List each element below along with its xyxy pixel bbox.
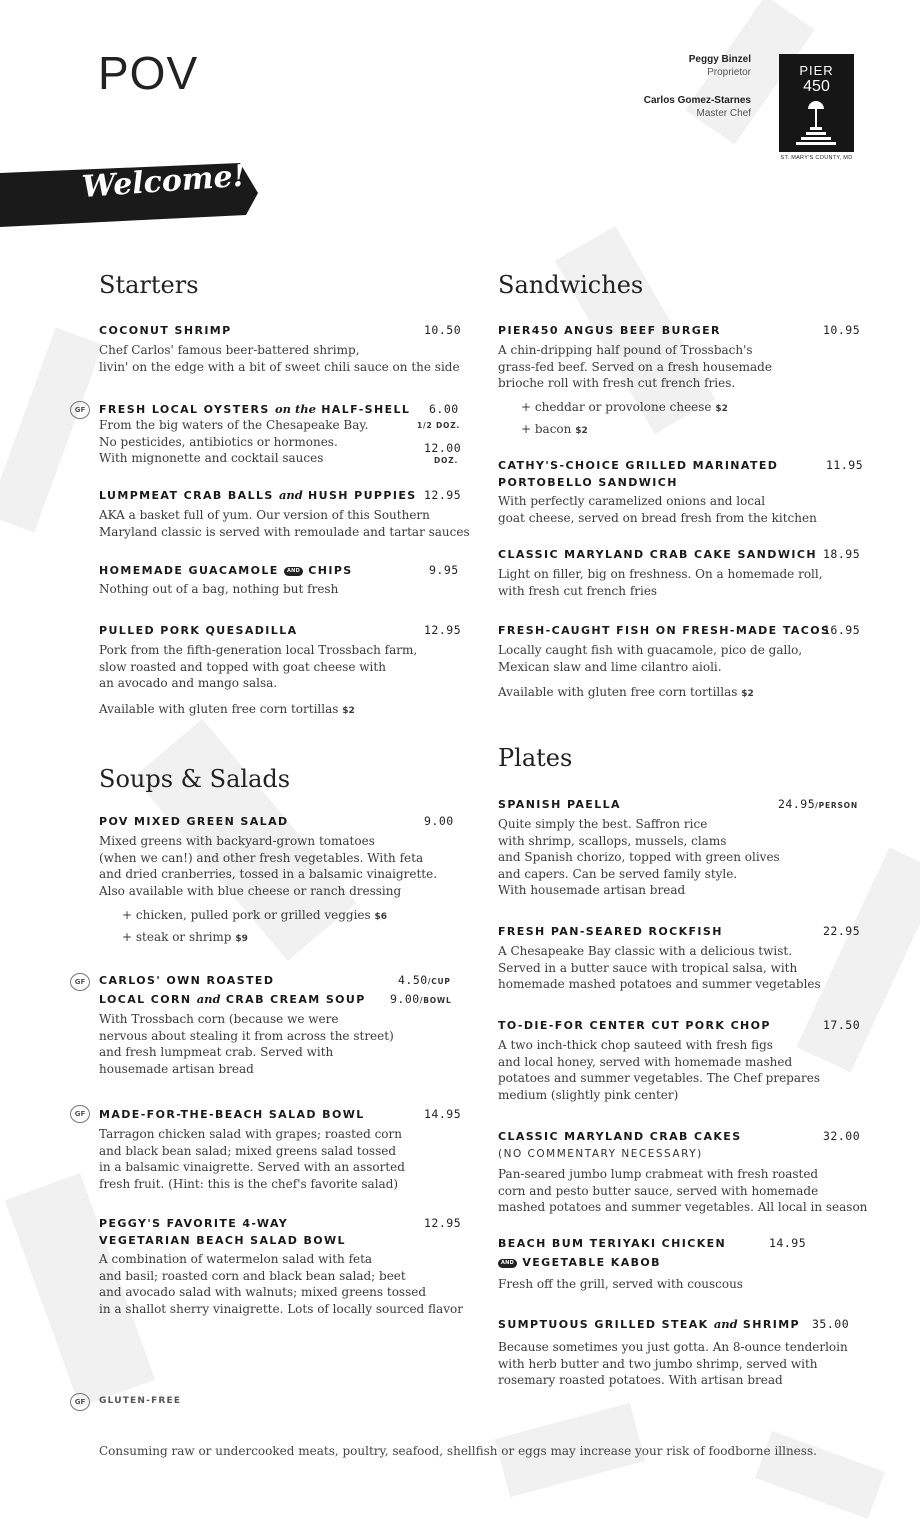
foodborne-illness-disclaimer: Consuming raw or undercooked meats, poultry, seafood, shellfish or eggs may increase your risk of foodborne illness. (99, 1444, 817, 1458)
green-salad-desc: Mixed greens with backyard-grown tomatoes (when we can!) and other fresh vegetables. With feta and dried cranberries, tossed in a balsamic vinaigrette. Also available with blue cheese or ranch dressing (99, 834, 438, 898)
peggy-salad-name-line1: PEGGY'S FAVORITE 4-WAY (99, 1217, 289, 1230)
portobello-name-line2: PORTOBELLO SANDWICH (498, 476, 678, 489)
teriyaki-name-line2: AND VEGETABLE KABOB (498, 1254, 661, 1271)
quesadilla-desc: Pork from the fifth-generation local Trossbach farm, slow roasted and topped with goat cheese with an avocado and mango salsa. (99, 643, 418, 690)
corn-soup-name-line1: CARLOS' OWN ROASTED (99, 974, 275, 987)
fish-tacos-price: 16.95 (823, 623, 861, 637)
oysters-unit-dozen: DOZ. (434, 456, 459, 465)
peggy-salad-name-line2: VEGETARIAN BEACH SALAD BOWL (99, 1234, 346, 1247)
steak-shrimp-price: 35.00 (812, 1317, 850, 1331)
logo-subtitle: ST. MARY'S COUNTY, MD (780, 155, 853, 161)
portobello-desc: With perfectly caramelized onions and local goat cheese, served on bread fresh from the kitchen (498, 494, 817, 525)
green-salad-name: POV MIXED GREEN SALAD (99, 815, 289, 828)
oysters-name: FRESH LOCAL OYSTERS on the HALF-SHELL (99, 402, 411, 416)
steak-shrimp-desc: Because sometimes you just gotta. An 8-ounce tenderloin with herb butter and two jumbo shrimp, served with rosemary roasted potatoes. With artisan bread (498, 1340, 848, 1387)
oysters-desc: From the big waters of the Chesapeake Bay. No pesticides, antibiotics or hormones. With mignonette and cocktail sauces (99, 418, 369, 465)
guacamole-desc: Nothing out of a bag, nothing but fresh (99, 582, 339, 596)
sandwiches-title: Sandwiches (498, 271, 644, 299)
crab-balls-price: 12.95 (424, 488, 462, 502)
pork-chop-name: TO-DIE-FOR CENTER CUT PORK CHOP (498, 1019, 771, 1032)
chef-role: Master Chef (696, 108, 751, 119)
rockfish-price: 22.95 (823, 924, 861, 938)
welcome-text: Welcome! (80, 158, 247, 205)
coconut-shrimp-price: 10.50 (424, 323, 462, 337)
bg-brush-shape (0, 327, 103, 532)
pier450-logo (779, 54, 854, 152)
oysters-price-half: 6.00 (429, 402, 459, 416)
coconut-shrimp-name: COCONUT SHRIMP (99, 324, 232, 337)
fish-tacos-gf-note: Available with gluten free corn tortillas $2 (498, 685, 754, 699)
pork-chop-desc: A two inch-thick chop sauteed with fresh figs and local honey, served with homemade mashed potatoes and summer vegetables. The Chef prepares medium (slightly pink center) (498, 1038, 820, 1102)
teriyaki-name-line1: BEACH BUM TERIYAKI CHICKEN (498, 1237, 727, 1250)
teriyaki-price: 14.95 (769, 1236, 807, 1250)
gluten-free-badge: GF (70, 401, 90, 419)
crab-cake-sandwich-price: 18.95 (823, 547, 861, 561)
teriyaki-desc: Fresh off the grill, served with couscous (498, 1277, 743, 1291)
proprietor-role: Proprietor (707, 67, 751, 78)
corn-soup-price-cup: 4.50/CUP (398, 973, 451, 987)
paella-name: SPANISH PAELLA (498, 798, 621, 811)
chef-block (644, 94, 751, 120)
gluten-free-legend-label: GLUTEN-FREE (99, 1396, 182, 1406)
gluten-free-badge: GF (70, 973, 90, 991)
soups-title: Soups & Salads (99, 765, 291, 793)
oysters-unit-half: 1/2 DOZ. (417, 421, 461, 430)
crab-cake-sandwich-name: CLASSIC MARYLAND CRAB CAKE SANDWICH (498, 548, 817, 561)
crab-cakes-price: 32.00 (823, 1129, 861, 1143)
pork-chop-price: 17.50 (823, 1018, 861, 1032)
chef-name: Carlos Gomez-Starnes (643, 95, 751, 106)
rockfish-name: FRESH PAN-SEARED ROCKFISH (498, 925, 723, 938)
green-salad-price: 9.00 (424, 814, 454, 828)
plates-title: Plates (498, 744, 573, 772)
crab-cakes-desc: Pan-seared jumbo lump crabmeat with fresh roasted corn and pesto butter sauce, served with homemade mashed potatoes and summer vegetables. All local in season (498, 1167, 868, 1214)
starters-title: Starters (99, 271, 199, 299)
corn-soup-name-line2: LOCAL CORN and CRAB CREAM SOUP (99, 992, 366, 1006)
crab-balls-desc: AKA a basket full of yum. Our version of this Southern Maryland classic is served with remoulade and tartar sauces (99, 508, 470, 539)
green-salad-addons: + chicken, pulled pork or grilled veggies $6 + steak or shrimp $9 (122, 908, 388, 944)
steak-shrimp-name: SUMPTUOUS GRILLED STEAK and SHRIMP (498, 1317, 801, 1331)
corn-soup-desc: With Trossbach corn (because we were nervous about stealing it from across the street) and fresh lumpmeat crab. Served with housemade artisan bread (99, 1012, 394, 1076)
proprietor-block (689, 53, 751, 79)
paella-desc: Quite simply the best. Saffron rice with shrimp, scallops, mussels, clams and Spanish chorizo, topped with green olives and capers. Can be served family style. With housemade artisan bread (498, 817, 780, 897)
rockfish-desc: A Chesapeake Bay classic with a delicious twist. Served in a butter sauce with tropical salsa, with homemade mashed potatoes and summer vegetables (498, 944, 821, 991)
fish-tacos-name: FRESH-CAUGHT FISH ON FRESH-MADE TACOS (498, 624, 831, 637)
crab-cake-sandwich-desc: Light on filler, big on freshness. On a homemade roll, with fresh cut french fries (498, 567, 823, 598)
logo-line2: 450 (803, 78, 830, 95)
peggy-salad-desc: A combination of watermelon salad with feta and basil; roasted corn and black bean salad; beet and avocado salad with walnuts; mixed greens tossed in a shallot sherry vinaigrette. Lots of locally sourced flavor (99, 1252, 463, 1316)
guacamole-price: 9.95 (429, 563, 459, 577)
pier-steps-icon (779, 95, 854, 155)
portobello-name-line1: CATHY'S-CHOICE GRILLED MARINATED (498, 459, 779, 472)
corn-soup-price-bowl: 9.00/BOWL (390, 992, 452, 1006)
beach-salad-desc: Tarragon chicken salad with grapes; roasted corn and black bean salad; mixed greens salad tossed in a balsamic vinaigrette. Served with an assorted fresh fruit. (Hint: this is the chef's favorite salad) (99, 1127, 405, 1191)
proprietor-name: Peggy Binzel (688, 54, 751, 65)
beach-salad-name: MADE-FOR-THE-BEACH SALAD BOWL (99, 1108, 365, 1121)
quesadilla-gf-note: Available with gluten free corn tortillas $2 (99, 702, 355, 716)
peggy-salad-price: 12.95 (424, 1216, 462, 1230)
portobello-price: 11.95 (826, 458, 864, 472)
quesadilla-name: PULLED PORK QUESADILLA (99, 624, 298, 637)
crab-cakes-subtitle: (NO COMMENTARY NECESSARY) (498, 1148, 703, 1160)
quesadilla-price: 12.95 (424, 623, 462, 637)
paella-price: 24.95/PERSON (778, 797, 858, 811)
burger-name: PIER450 ANGUS BEEF BURGER (498, 324, 721, 337)
coconut-shrimp-desc: Chef Carlos' famous beer-battered shrimp, livin' on the edge with a bit of sweet chili sauce on the side (99, 343, 460, 374)
fish-tacos-desc: Locally caught fish with guacamole, pico de gallo, Mexican slaw and lime cilantro aioli. (498, 643, 803, 674)
logo-line1: PIER (799, 63, 834, 78)
oysters-price-dozen: 12.00 (424, 441, 462, 455)
gluten-free-badge: GF (70, 1105, 90, 1123)
crab-cakes-name: CLASSIC MARYLAND CRAB CAKES (498, 1130, 742, 1143)
brand-title: POV (98, 47, 199, 99)
burger-desc: A chin-dripping half pound of Trossbach's grass-fed beef. Served on a fresh housemade brioche roll with fresh cut french fries. (498, 343, 772, 390)
guacamole-name: HOMEMADE GUACAMOLE AND CHIPS (99, 564, 353, 577)
burger-price: 10.95 (823, 323, 861, 337)
gluten-free-badge: GF (70, 1393, 90, 1411)
beach-salad-price: 14.95 (424, 1107, 462, 1121)
burger-addons: + cheddar or provolone cheese $2 + bacon $2 (521, 400, 728, 436)
crab-balls-name: LUMPMEAT CRAB BALLS and HUSH PUPPIES (99, 488, 417, 502)
